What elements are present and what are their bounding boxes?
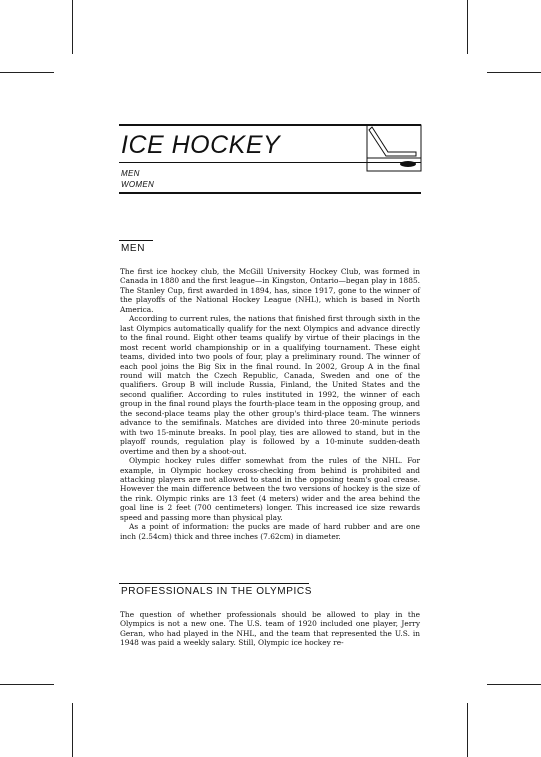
- professionals-section-rule: [119, 583, 309, 584]
- section-heading-men: MEN: [121, 243, 146, 254]
- crop-mark: [467, 703, 468, 757]
- page-title: ICE HOCKEY: [121, 131, 281, 159]
- hockey-stick-and-puck-icon: [366, 124, 422, 172]
- title-bottom-rule: [119, 192, 421, 194]
- crop-mark: [467, 0, 468, 54]
- section-heading-professionals: PROFESSIONALS IN THE OLYMPICS: [121, 586, 312, 597]
- crop-mark: [72, 703, 73, 757]
- crop-mark: [487, 684, 541, 685]
- event-item: WOMEN: [121, 180, 155, 189]
- men-article: [120, 267, 420, 541]
- paragraph: Olympic hockey rules differ somewhat from the rules of the NHL. For example, in Olympic hockey cross-checking from behind is prohibited and attacking players are not allowed to stand in the opposing team's goal crease. However the main difference between the two versions of hockey is the size of the rink. Olympic rinks are 13 feet (4 meters) wider and the area behind the goal line is 2 feet (700 centimeters) longer. This increased ice size rewards speed and passing more than physical play.: [120, 456, 420, 522]
- event-item: MEN: [121, 169, 140, 178]
- men-section-rule: [119, 240, 153, 241]
- paragraph: As a point of information: the pucks are made of hard rubber and are one inch (2.54cm) thick and three inches (7.62cm) in diameter.: [120, 522, 420, 541]
- crop-mark: [72, 0, 73, 54]
- paragraph: According to current rules, the nations that finished first through sixth in the last Olympics automatically qualify for the next Olympics and advance directly to the final round. Eight other teams qualify by virtue of their placings in the most recent world championship or in a qualifying tournament. These eight teams, divided into two pools of four, play a preliminary round. The winner of each pool joins the Big Six in the final round. In 2002, Group A in the final round will match the Czech Republic, Canada, Sweden and one of the qualifiers. Group B will include Russia, Finland, the United States and the second qualifier. According to rules instituted in 1992, the winner of each group in the final round plays the fourth-place team in the opposing group, and the second-place teams play the other group's third-place team. The winners advance to the semifinals. Matches are divided into three 20-minute periods with two 15-minute breaks. In pool play, ties are allowed to stand, but in the playoff rounds, regulation play is followed by a 10-minute sudden-death overtime and then by a shoot-out.: [120, 314, 420, 456]
- paragraph: The question of whether professionals should be allowed to play in the Olympics is not a new one. The U.S. team of 1920 included one player, Jerry Geran, who had played in the NHL, and the team that represented the U.S. in 1948 was paid a weekly salary. Still, Olympic ice hockey re-: [120, 610, 420, 648]
- paragraph: The first ice hockey club, the McGill University Hockey Club, was formed in Canada in 1880 and the first league—in Kingston, Ontario—began play in 1885. The Stanley Cup, first awarded in 1894, has, since 1917, gone to the winner of the playoffs of the National Hockey League (NHL), which is based in North America.: [120, 267, 420, 314]
- crop-mark: [0, 72, 54, 73]
- crop-mark: [0, 684, 54, 685]
- crop-mark: [487, 72, 541, 73]
- professionals-article: [120, 610, 420, 648]
- event-list: [121, 168, 154, 190]
